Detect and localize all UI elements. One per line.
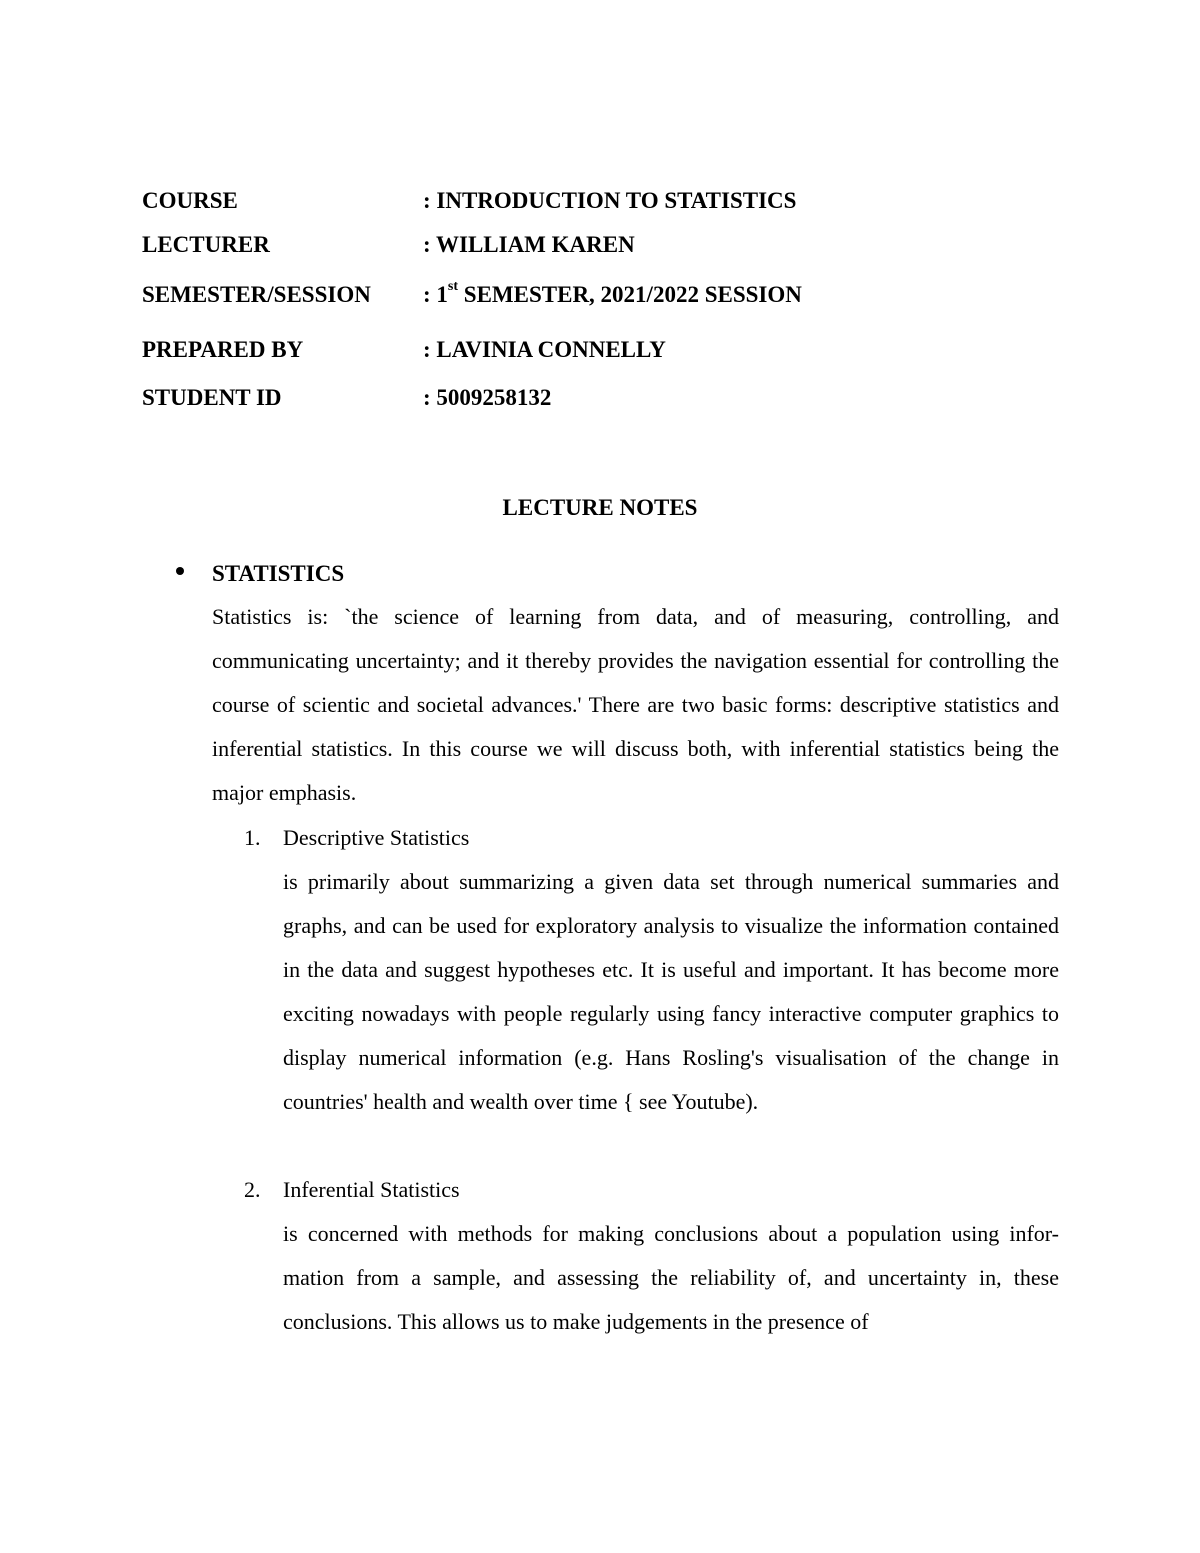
item-number-1: 1. — [244, 825, 261, 850]
student-id-value: : 5009258132 — [423, 385, 552, 410]
document-title: LECTURE NOTES — [502, 495, 698, 520]
bullet-icon — [176, 567, 184, 575]
item-body-inferential: is concerned with methods for making conclusions about a population using infor- mation from a sample, and assessing the reliability of, and uncertainty in, these conclusions. This allows us to make judgements in the presence of — [283, 1221, 1059, 1334]
lecturer-label: LECTURER — [142, 232, 270, 257]
course-label: COURSE — [142, 188, 238, 213]
prepared-by-value: : LAVINIA CONNELLY — [423, 337, 666, 362]
lecturer-value: : WILLIAM KAREN — [423, 232, 635, 257]
item-title-descriptive: Descriptive Statistics — [283, 825, 470, 850]
semester-value-prefix: : 1 — [423, 282, 448, 307]
course-value: : INTRODUCTION TO STATISTICS — [423, 188, 797, 213]
item-title-inferential: Inferential Statistics — [283, 1177, 460, 1202]
prepared-by-label: PREPARED BY — [142, 337, 304, 362]
semester-label: SEMESTER/SESSION — [142, 282, 371, 307]
item-number-2: 2. — [244, 1177, 261, 1202]
student-id-label: STUDENT ID — [142, 385, 282, 410]
item-body-descriptive: is primarily about summarizing a given data set through numerical summaries and graphs, and can be used for exploratory analysis to visualize the information contained in the data and suggest hypotheses etc. It is useful and important. It has become more exciting nowadays with people regularly using fancy interactive computer graphics to display numerical information (e.g. Hans Rosling's visualisation of the change in countries' health and wealth over time { see Youtube). — [283, 869, 1059, 1114]
semester-ordinal: st — [447, 279, 459, 295]
section-body: Statistics is: `the science of learning from data, and of measuring, controlling, and communicating uncertainty; and it thereby provides the navigation essential for controlling the course of scientic and societal advances.' There are two basic forms: descriptive statistics and inferential statistics. In this course we will discuss both, with inferential statistics being the major emphasis. — [212, 604, 1059, 805]
semester-value — [423, 281, 802, 309]
semester-value-suffix: SEMESTER, 2021/2022 SESSION — [458, 282, 802, 307]
section-heading: STATISTICS — [212, 561, 345, 586]
